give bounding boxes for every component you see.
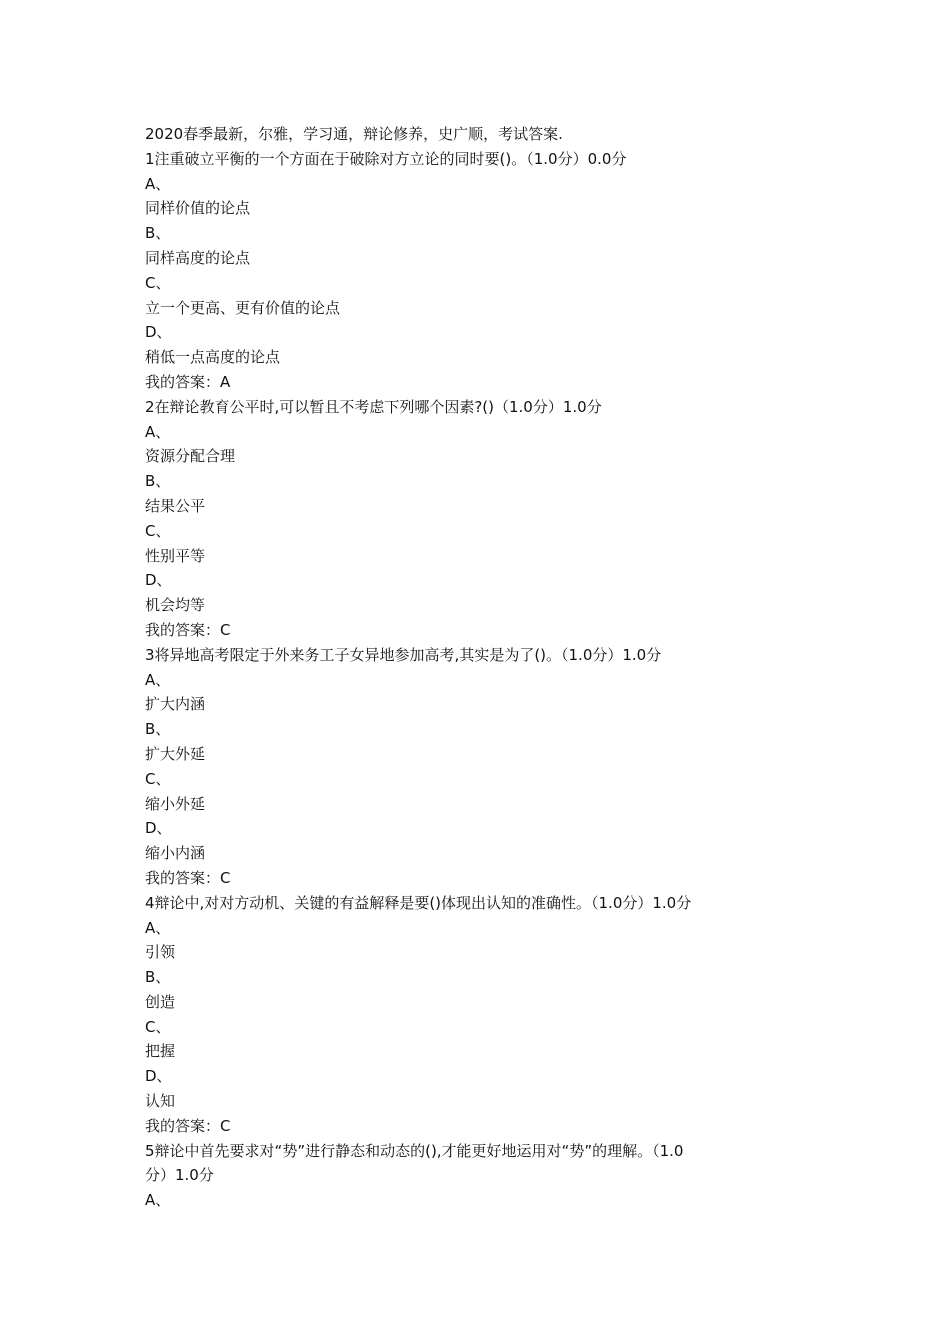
document-title: 2020春季最新，尔雅，学习通，辩论修养，史广顺，考试答案. (145, 125, 563, 143)
my-answer: 我的答案：C (145, 620, 231, 639)
option-letter: A、 (145, 422, 171, 441)
option-letter: B、 (145, 720, 171, 739)
question-stem-2: 2在辩论教育公平时,可以暂且不考虑下列哪个因素?()（1.0分）1.0分 (145, 397, 602, 416)
option-letter: C、 (145, 273, 171, 292)
option-letter: D、 (145, 819, 172, 838)
option-text: 资源分配合理 (145, 447, 236, 466)
question-stem-1: 1注重破立平衡的一个方面在于破除对方立论的同时要()。（1.0分）0.0分 (145, 149, 627, 168)
option-letter: B、 (145, 968, 171, 987)
question-stem-4: 4辩论中,对对方动机、关键的有益解释是要()体现出认知的准确性。（1.0分）1.0分 (145, 893, 692, 912)
option-text: 扩大外延 (145, 744, 206, 763)
option-text: 同样价值的论点 (145, 199, 251, 218)
option-text: 认知 (145, 1092, 176, 1111)
my-answer: 我的答案：C (145, 868, 231, 887)
question-stem-3: 3将异地高考限定于外来务工子女异地参加高考,其实是为了()。（1.0分）1.0分 (145, 645, 662, 664)
option-text: 扩大内涵 (145, 695, 206, 714)
question-stem-5: 5辩论中首先要求对“势”进行静态和动态的(),才能更好地运用对“势”的理解。（1.0 (145, 1141, 684, 1160)
option-text: 稍低一点高度的论点 (145, 348, 281, 367)
option-letter: C、 (145, 521, 171, 540)
option-letter: D、 (145, 571, 172, 590)
option-letter: A、 (145, 174, 171, 193)
option-text: 立一个更高、更有价值的论点 (145, 298, 341, 317)
option-letter: A、 (145, 670, 171, 689)
option-text: 缩小外延 (145, 794, 206, 813)
option-text: 性别平等 (145, 546, 206, 565)
option-text: 把握 (145, 1042, 176, 1061)
option-text: 缩小内涵 (145, 844, 206, 863)
option-letter: C、 (145, 1017, 171, 1036)
option-text: 机会均等 (145, 596, 206, 615)
option-letter: D、 (145, 1067, 172, 1086)
option-letter: B、 (145, 472, 171, 491)
option-letter: A、 (145, 1191, 171, 1210)
option-text: 结果公平 (145, 496, 206, 515)
my-answer: 我的答案：C (145, 1116, 231, 1135)
document-body (145, 122, 825, 1213)
option-text: 引领 (145, 943, 176, 962)
option-text: 创造 (145, 992, 176, 1011)
option-letter: C、 (145, 769, 171, 788)
question-stem-5-continued: 分）1.0分 (145, 1166, 214, 1185)
option-letter: D、 (145, 323, 172, 342)
option-letter: B、 (145, 224, 171, 243)
my-answer: 我的答案：A (145, 372, 231, 391)
option-text: 同样高度的论点 (145, 248, 251, 267)
option-letter: A、 (145, 918, 171, 937)
